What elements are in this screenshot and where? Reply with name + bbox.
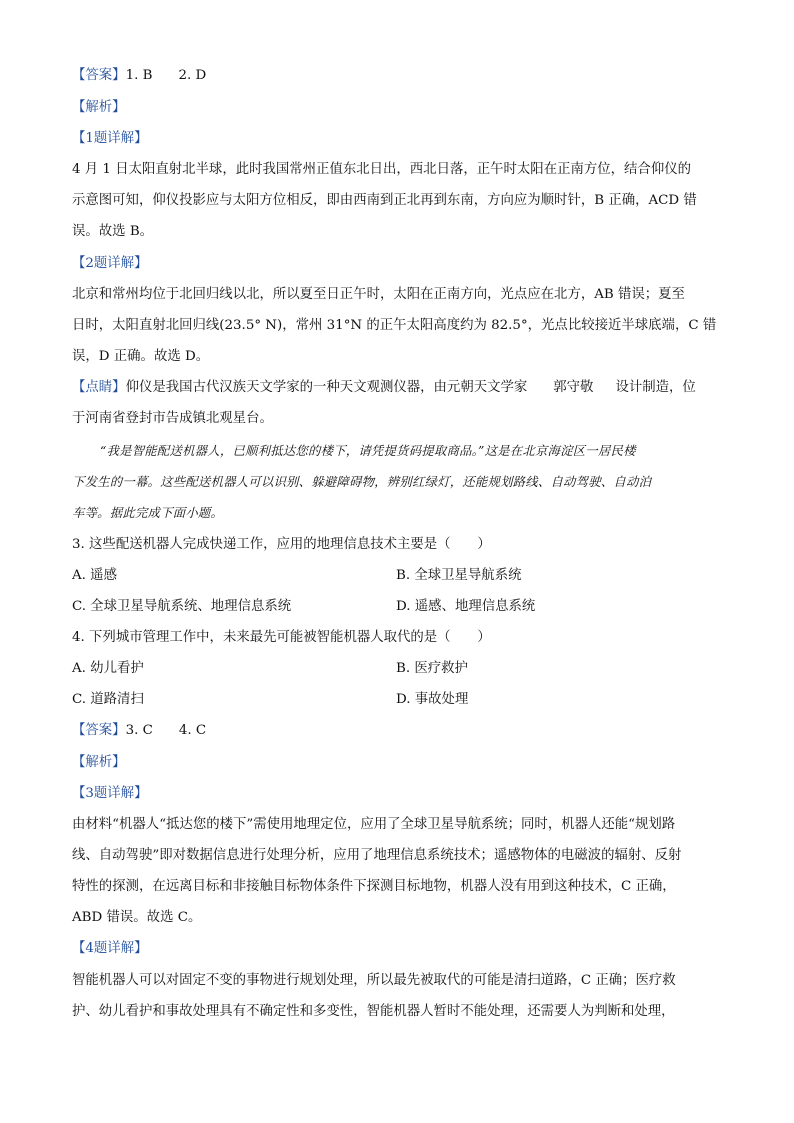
- q3-option-c: C. 全球卫星导航系统、地理信息系统: [72, 599, 292, 614]
- q3-detail-line: ABD 错误。故选 C。: [72, 910, 202, 925]
- analysis-label-1: 【解析】: [72, 100, 126, 115]
- material-line: 下发生的一幕。这些配送机器人可以识别、躲避障碍物，辨别红绿灯，还能规划路线、自动驾驶、自动泊: [72, 474, 652, 489]
- q3-option-b: B. 全球卫星导航系统: [396, 568, 522, 583]
- q3-detail-line: 特性的探测，在远离目标和非接触目标物体条件下探测目标地物，机器人没有用到这种技术，C 正确，: [72, 879, 676, 894]
- answer-line-1: 【答案】1. B 2. D: [72, 68, 207, 83]
- q4-option-d: D. 事故处理: [396, 692, 469, 707]
- q3-option-a: A. 遥感: [72, 568, 117, 583]
- q4-detail-line: 智能机器人可以对固定不变的事物进行规划处理，所以最先被取代的可能是清扫道路，C 正确；医疗救: [72, 973, 676, 988]
- q4-option-c: C. 道路清扫: [72, 692, 144, 707]
- question-4: 4. 下列城市管理工作中，未来最先可能被智能机器人取代的是（ ）: [72, 630, 491, 645]
- tip-line: 于河南省登封市告成镇北观星台。: [72, 411, 273, 426]
- q4-option-a: A. 幼儿看护: [72, 661, 144, 676]
- q2-detail-line: 日时，太阳直射北回归线(23.5° N)，常州 31°N 的正午太阳高度约为 82.5°，光点比较接近半球底端，C 错: [72, 318, 717, 333]
- q3-detail-line: 线、自动驾驶”即对数据信息进行处理分析，应用了地理信息系统技术；遥感物体的电磁波的辐射、反射: [72, 848, 682, 863]
- q2-detail-line: 北京和常州均位于北回归线以北，所以夏至日正午时，太阳在正南方向，光点应在北方，AB 错误；夏至: [72, 287, 685, 302]
- detail-label-q1: 【1题详解】: [72, 131, 148, 146]
- q1-detail-line: 误。故选 B。: [72, 224, 154, 239]
- q3-detail-line: 由材料“机器人“抵达您的楼下”需使用地理定位，应用了全球卫星导航系统；同时，机器人还能“规划路: [72, 817, 676, 832]
- q4-option-b: B. 医疗救护: [396, 661, 468, 676]
- q2-detail-line: 误，D 正确。故选 D。: [72, 349, 210, 364]
- answer-line-2: 【答案】3. C 4. C: [72, 723, 207, 738]
- tip-line: 【点睛】仰仪是我国古代汉族天文学家的一种天文观测仪器，由元朝天文学家 郭守敬 设计制造，位: [72, 380, 696, 395]
- tip-label: 【点睛】: [72, 380, 126, 395]
- material-line: “我是智能配送机器人，已顺利抵达您的楼下，请凭提货码提取商品。”这是在北京海淀区一居民楼: [100, 443, 636, 458]
- material-line: 车等。据此完成下面小题。: [72, 505, 224, 520]
- detail-label-q3: 【3题详解】: [72, 786, 148, 801]
- detail-label-q4: 【4题详解】: [72, 941, 148, 956]
- question-3: 3. 这些配送机器人完成快递工作，应用的地理信息技术主要是（ ）: [72, 537, 491, 552]
- q1-detail-line: 示意图可知，仰仪投影应与太阳方位相反，即由西南到正北再到东南，方向应为顺时针，B 正确，ACD 错: [72, 193, 697, 208]
- q4-detail-line: 护、幼儿看护和事故处理具有不确定性和多变性，智能机器人暂时不能处理，还需要人为判断和处理，: [72, 1004, 675, 1019]
- q1-detail-line: 4 月 1 日太阳直射北半球，此时我国常州正值东北日出，西北日落，正午时太阳在正南方位，结合仰仪的: [72, 162, 691, 177]
- detail-label-q2: 【2题详解】: [72, 256, 148, 271]
- analysis-label-2: 【解析】: [72, 755, 126, 770]
- q3-option-d: D. 遥感、地理信息系统: [396, 599, 536, 614]
- answer-label: 【答案】: [72, 68, 126, 83]
